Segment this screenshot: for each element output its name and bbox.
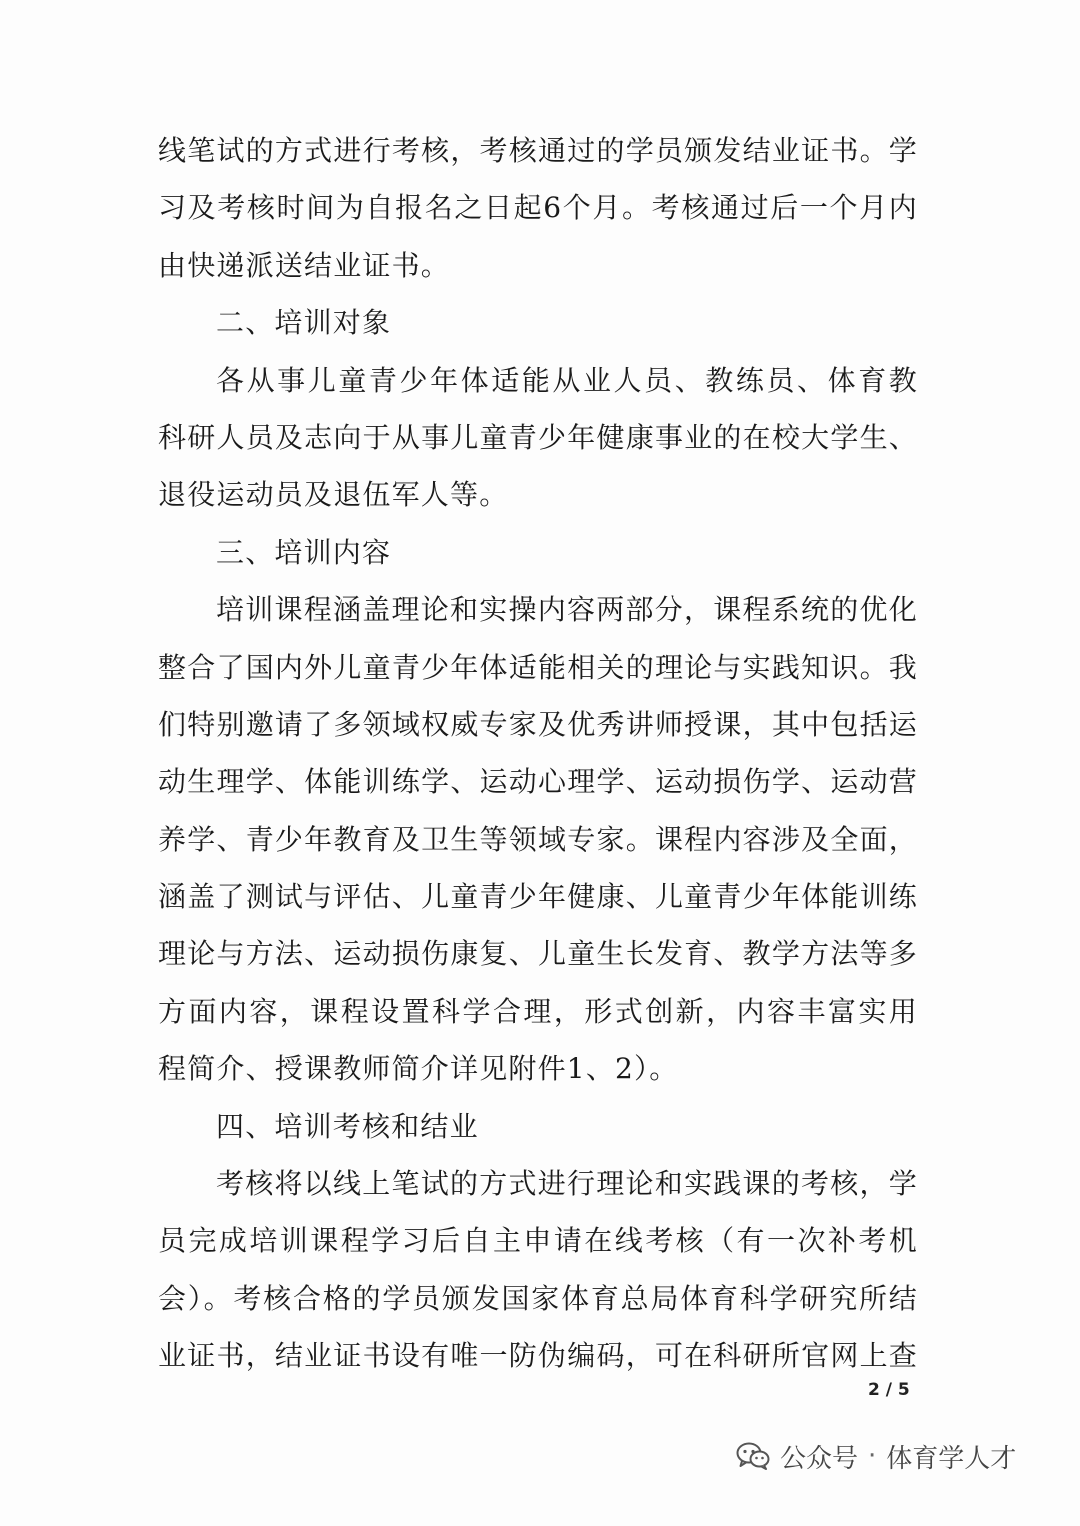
text-line: 退役运动员及退伍军人等。 xyxy=(158,478,509,512)
text-line: 线笔试的方式进行考核，考核通过的学员颁发结业证书。学 xyxy=(158,134,918,167)
text-line: 三、培训内容 xyxy=(216,535,392,569)
watermark-prefix: 公众号 xyxy=(780,1443,859,1474)
text-line: 整合了国内外儿童青少年体适能相关的理论与实践知识。我 xyxy=(158,650,918,684)
text-line: 业证书，结业证书设有唯一防伪编码，可在科研所官网上查 xyxy=(158,1339,918,1373)
text-line: 动生理学、体能训练学、运动心理学、运动损伤学、运动营 xyxy=(158,765,918,799)
text-line: 们特别邀请了多领域权威专家及优秀讲师授课，其中包括运 xyxy=(158,707,918,741)
text-line: 员完成培训课程学习后自主申请在线考核（有一次补考机 xyxy=(158,1224,918,1258)
text-line: 考核将以线上笔试的方式进行理论和实践课的考核，学 xyxy=(216,1167,918,1201)
text-line: 程简介、授课教师简介详见附件1、2）。 xyxy=(158,1052,679,1086)
wechat-icon xyxy=(736,1442,770,1470)
watermark-account: 体育学人才 xyxy=(886,1443,1017,1474)
text-line: 科研人员及志向于从事儿童青少年健康事业的在校大学生、 xyxy=(158,420,918,454)
text-line: 各从事儿童青少年体适能从业人员、教练员、体育教 xyxy=(216,363,918,397)
text-line: 习及考核时间为自报名之日起6个月。考核通过后一个月内 xyxy=(158,191,918,225)
text-line: 培训课程涵盖理论和实操内容两部分，课程系统的优化 xyxy=(216,593,918,627)
text-line: 涵盖了测试与评估、儿童青少年健康、儿童青少年体能训练 xyxy=(158,880,918,914)
watermark-separator: · xyxy=(868,1441,877,1471)
text-line: 四、培训考核和结业 xyxy=(216,1109,479,1143)
text-line: 二、培训对象 xyxy=(216,306,392,340)
text-line: 由快递派送结业证书。 xyxy=(158,248,451,282)
text-line: 理论与方法、运动损伤康复、儿童生长发育、教学方法等多 xyxy=(158,937,918,971)
watermark xyxy=(736,1434,1016,1478)
text-line: 会）。考核合格的学员颁发国家体育总局体育科学研究所结 xyxy=(158,1281,918,1315)
page-number: 2 / 5 xyxy=(868,1380,910,1400)
text-line: 养学、青少年教育及卫生等领域专家。课程内容涉及全面， xyxy=(158,822,918,856)
text-line: 方面内容，课程设置科学合理，形式创新，内容丰富实用 xyxy=(158,994,918,1028)
document-body xyxy=(158,122,918,1385)
